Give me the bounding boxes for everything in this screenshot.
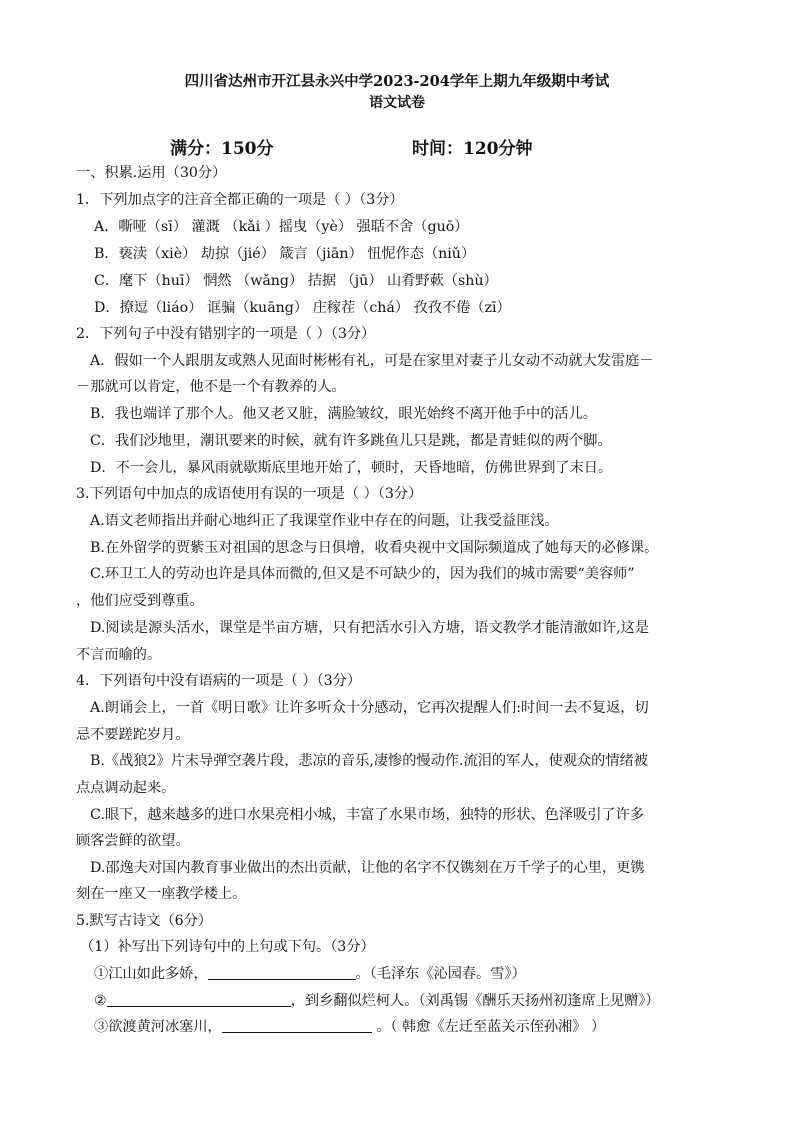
question-1-option-b: B．亵渎（xiè） 劫掠（jié） 箴言（jiān） 忸怩作态（niǔ）	[94, 246, 476, 262]
exam-title: 四川省达州市开江县永兴中学2023-204学年上期九年级期中考试	[184, 73, 610, 90]
question-4-option-c: C.眼下，越来越多的进口水果亮相小城，丰富了水果市场，独特的形状、色泽吸引了许多	[90, 807, 644, 823]
question-2-option-d: D．不一会儿，暴风雨就歇斯底里地开始了，顿时，天昏地暗，仿佛世界到了末日。	[90, 460, 613, 476]
question-3-option-c: C.环卫工人的劳动也许是具体而微的,但又是不可缺少的，因为我们的城市需要“美容师”	[90, 566, 635, 582]
poem-fill-3-source: 。（ 韩愈《左迁至蓝关示侄孙湘》 ）	[371, 1019, 606, 1035]
question-4-stem: 4．下列语句中没有语病的一项是（ ）（3分）	[76, 673, 362, 689]
question-1-option-c: C．麾下（huī） 惘然 （wǎng） 拮据 （jū） 山肴野蔌（shù）	[94, 273, 498, 289]
poem-fill-2-prefix: ②	[94, 993, 107, 1009]
exam-time: 时间：120分钟	[412, 139, 533, 159]
poem-fill-3-prefix: ③欲渡黄河冰塞川，	[94, 1019, 222, 1035]
question-2-option-b: B．我也端详了那个人。他又老又脏，满脸皱纹，眼光始终不离开他手中的活儿。	[90, 406, 597, 422]
question-2-stem: 2．下列句子中没有错别字的一项是（ ）（3分）	[76, 326, 376, 342]
question-5-sub-1: （1）补写出下列诗句中的上句或下句。（3分）	[80, 939, 375, 955]
poem-fill-1-prefix: ①江山如此多娇，	[94, 966, 208, 982]
poem-fill-1	[94, 964, 526, 984]
poem-fill-3	[94, 1017, 605, 1037]
question-2-option-a: A．假如一个人跟朋友或熟人见面时彬彬有礼，可是在家里对妻子儿女动不动就大发雷庭－	[90, 353, 654, 369]
question-1-option-a: A．嘶哑（sī） 灌溉 （kǎi ）摇曳（yè） 强聒不舍（guō）	[94, 219, 469, 235]
question-4-option-a: A.朗诵会上，一首《明日歌》让许多听众十分感动，它再次提醒人们:时间一去不复返，切	[90, 700, 649, 716]
poem-fill-2-source: ，到乡翻似烂柯人。（刘禹锡《酬乐天扬州初逢席上见赠》）	[290, 993, 660, 1009]
answer-blank-3[interactable]	[222, 1017, 372, 1033]
poem-fill-1-source: 。（毛泽东《沁园春。雪》）	[355, 966, 526, 982]
poem-fill-2	[94, 991, 660, 1011]
question-4-option-d: D.邵逸夫对国内教育事业做出的杰出贡献，让他的名字不仅镌刻在万千学子的心里，更镌	[90, 860, 645, 876]
question-4-option-a-cont: 忌不要蹉跎岁月。	[76, 727, 190, 743]
question-4-option-d-cont: 刻在一座又一座教学楼上。	[76, 886, 247, 902]
full-score: 满分：150分	[170, 139, 274, 159]
answer-blank-2[interactable]	[107, 991, 291, 1007]
question-4-option-c-cont: 顾客尝鲜的欲望。	[76, 833, 190, 849]
question-3-option-b: B.在外留学的贾紫玉对祖国的思念与日俱增，收看央视中文国际频道成了她每天的必修课。	[90, 540, 659, 556]
question-5-stem: 5.默写古诗文（6分）	[76, 913, 213, 929]
question-3-option-a: A.语文老师指出并耐心地纠正了我课堂作业中存在的问题，让我受益匪浅。	[90, 513, 559, 529]
question-4-option-b: B.《战狼2》片末导弹空袭片段，悲凉的音乐,凄惨的慢动作.流泪的军人，使观众的情绪被	[90, 753, 648, 769]
question-1-option-d: D．撩逗（liáo） 诓骗（kuāng） 庄稼茬（chá） 孜孜不倦（zī）	[94, 300, 511, 316]
question-1-stem: 1．下列加点字的注音全都正确的一项是（ ）（3分）	[76, 192, 404, 208]
exam-subtitle: 语文试卷	[369, 95, 425, 111]
question-4-option-b-cont: 点点调动起来。	[76, 780, 176, 796]
answer-blank-1[interactable]	[208, 964, 356, 980]
question-3-option-d-cont: 不言而喻的。	[76, 647, 162, 663]
question-3-stem: 3.下列语句中加点的成语使用有误的一项是（ ）（3分）	[76, 486, 423, 502]
question-2-option-c: C．我们沙地里，潮讯要来的时候，就有许多跳鱼儿只是跳，都是青蛙似的两个脚。	[90, 433, 612, 449]
question-2-option-a-cont: －那就可以肯定，他不是一个有教养的人。	[76, 379, 346, 395]
question-3-option-d: D.阅读是源头活水，课堂是半亩方塘，只有把活水引入方塘，语文教学才能清澈如许,这是	[90, 620, 650, 636]
section-heading: 一、积累.运用（30分）	[76, 165, 227, 181]
question-3-option-c-cont: ，他们应受到尊重。	[76, 593, 204, 609]
